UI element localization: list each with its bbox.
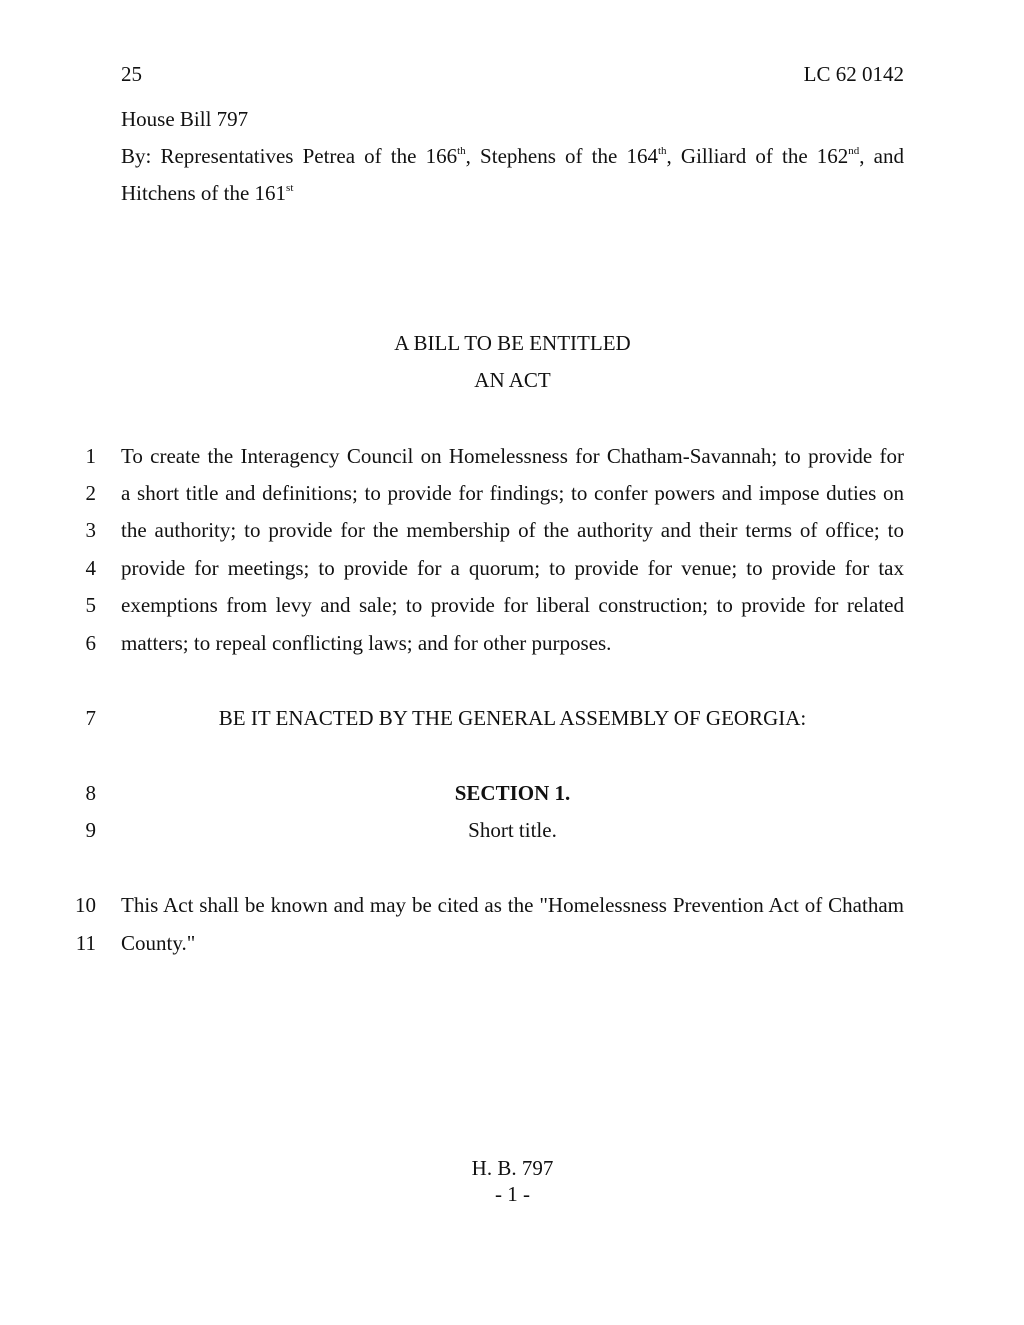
enacting-clause: BE IT ENACTED BY THE GENERAL ASSEMBLY OF GEORGIA: bbox=[218, 706, 807, 730]
sponsor-text-2: , Stephens of the 164 bbox=[465, 144, 658, 168]
heading-bill-entitled: A BILL TO BE ENTITLED bbox=[394, 331, 631, 355]
footer-bill-ref: H. B. 797 bbox=[471, 1156, 554, 1180]
line-text: To create the Interagency Council on Homelessness for Chatham-Savannah; to provide for bbox=[121, 444, 904, 468]
line-number: 10 bbox=[75, 893, 96, 917]
sponsor-text-5: Hitchens of the 161 bbox=[121, 181, 287, 205]
line-number: 9 bbox=[85, 818, 96, 842]
bill-title: House Bill 797 bbox=[121, 107, 249, 131]
line-number: 5 bbox=[85, 593, 96, 617]
sponsor-sup-2: th bbox=[657, 145, 667, 157]
sponsor-sup-1: th bbox=[457, 145, 466, 157]
line-text: County." bbox=[121, 931, 196, 955]
sponsor-text-1: By: Representatives Petrea of the 166 bbox=[121, 144, 458, 168]
line-number: 2 bbox=[85, 481, 96, 505]
line-text: provide for meetings; to provide for a quorum; to provide for venue; to provide for tax bbox=[121, 556, 904, 580]
line-number: 7 bbox=[85, 706, 96, 730]
footer-page-number: - 1 - bbox=[495, 1182, 530, 1206]
sponsor-text-3: , Gilliard of the 162 bbox=[666, 144, 849, 168]
section-heading: SECTION 1. bbox=[454, 781, 571, 805]
section-title: Short title. bbox=[468, 818, 557, 842]
line-number: 4 bbox=[85, 556, 96, 580]
line-text: This Act shall be known and may be cited as the "Homelessness Prevention Act of Chatham bbox=[121, 893, 904, 917]
header-year: 25 bbox=[121, 62, 142, 86]
line-text: a short title and definitions; to provide for findings; to confer powers and impose duties on bbox=[121, 481, 904, 505]
line-text: matters; to repeal conflicting laws; and for other purposes. bbox=[121, 631, 612, 655]
sponsor-sup-4: st bbox=[286, 182, 294, 194]
line-text: exemptions from levy and sale; to provide for liberal construction; to provide for related bbox=[121, 593, 904, 617]
header-lc-code: LC 62 0142 bbox=[803, 62, 904, 86]
line-number: 11 bbox=[75, 931, 96, 955]
line-number: 6 bbox=[85, 631, 96, 655]
sponsors-line-2 bbox=[121, 181, 293, 206]
sponsor-text-4: , and bbox=[859, 144, 904, 168]
line-number: 3 bbox=[85, 518, 96, 542]
line-number: 8 bbox=[85, 781, 96, 805]
line-number: 1 bbox=[85, 444, 96, 468]
sponsor-sup-3: nd bbox=[848, 145, 860, 157]
line-text: the authority; to provide for the membership of the authority and their terms of office; to bbox=[121, 518, 904, 542]
sponsors-line-1 bbox=[121, 144, 904, 169]
heading-an-act: AN ACT bbox=[474, 368, 551, 392]
